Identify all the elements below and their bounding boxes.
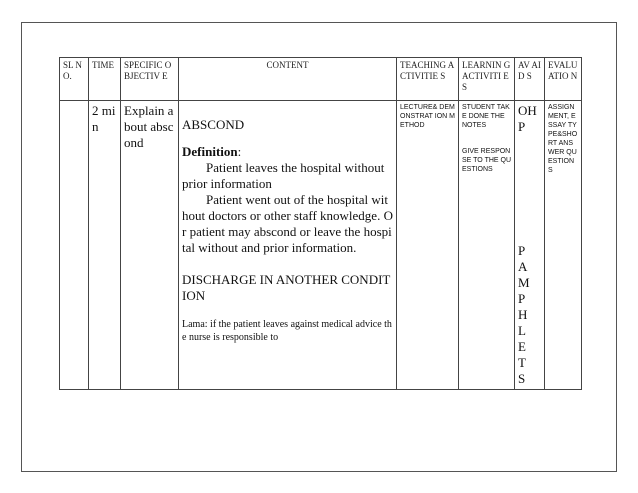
cell-av	[515, 101, 545, 390]
cell-objective	[121, 101, 179, 390]
definition-line-2: Patient went out of the hospital without doctors or other staff knowledge. Or patient may abscond or leave the hospital without and prior information.	[182, 192, 393, 255]
cell-sl	[60, 101, 89, 390]
av-letter: P	[518, 291, 526, 306]
av-letters	[518, 243, 541, 387]
av-letter: H	[518, 307, 528, 322]
av-letter: A	[518, 259, 528, 274]
header-learning: LEARNIN G ACTIVITI ES	[459, 58, 515, 101]
definition-label: Definition	[182, 144, 238, 159]
evaluation-text: ASSIGNMENT, ESSAY TYPE&SHORT ANSWER QUESTIONS	[548, 104, 578, 174]
av-letter: E	[518, 339, 526, 354]
lesson-plan-table	[59, 57, 582, 390]
av-letter: P	[518, 243, 526, 258]
discharge-heading: DISCHARGE IN ANOTHER CONDITION	[182, 272, 391, 303]
cell-evaluation	[545, 101, 582, 390]
header-sl: SL NO.	[60, 58, 89, 101]
definition-heading	[182, 144, 393, 160]
definition-colon: :	[237, 144, 242, 159]
cell-content	[179, 101, 397, 390]
table-row	[60, 101, 582, 390]
definition-line-1: Patient leaves the hospital without prior information	[182, 160, 385, 191]
cell-learning	[459, 101, 515, 390]
learning-text-1: STUDENT TAKE DONE THE NOTES	[462, 104, 510, 129]
av-letter: T	[518, 355, 526, 370]
time-value: 2 min	[92, 103, 116, 134]
lama-text: Lama: if the patient leaves against medical advice the nurse is responsible to	[182, 319, 392, 343]
header-evaluation: EVALUATIO N	[545, 58, 582, 101]
header-time: TIME	[89, 58, 121, 101]
objective-text: Explain about abscond	[124, 103, 174, 150]
content-title: ABSCOND	[182, 117, 245, 132]
av-top: OH P	[518, 103, 537, 134]
cell-time	[89, 101, 121, 390]
header-objective: SPECIFIC OBJECTIV E	[121, 58, 179, 101]
teaching-text: LECTURE& DEMONSTRAT ION METHOD	[400, 104, 455, 129]
header-content: CONTENT	[179, 58, 397, 101]
av-letter: S	[518, 371, 526, 386]
header-teaching: TEACHING ACTIVITIE S	[397, 58, 459, 101]
header-av: AV AID S	[515, 58, 545, 101]
cell-teaching	[397, 101, 459, 390]
av-letter: L	[518, 323, 526, 338]
av-letter: M	[518, 275, 530, 290]
learning-text-2: GIVE RESPONSE TO THE QUESTIONS	[462, 148, 512, 173]
header-row	[60, 58, 582, 101]
